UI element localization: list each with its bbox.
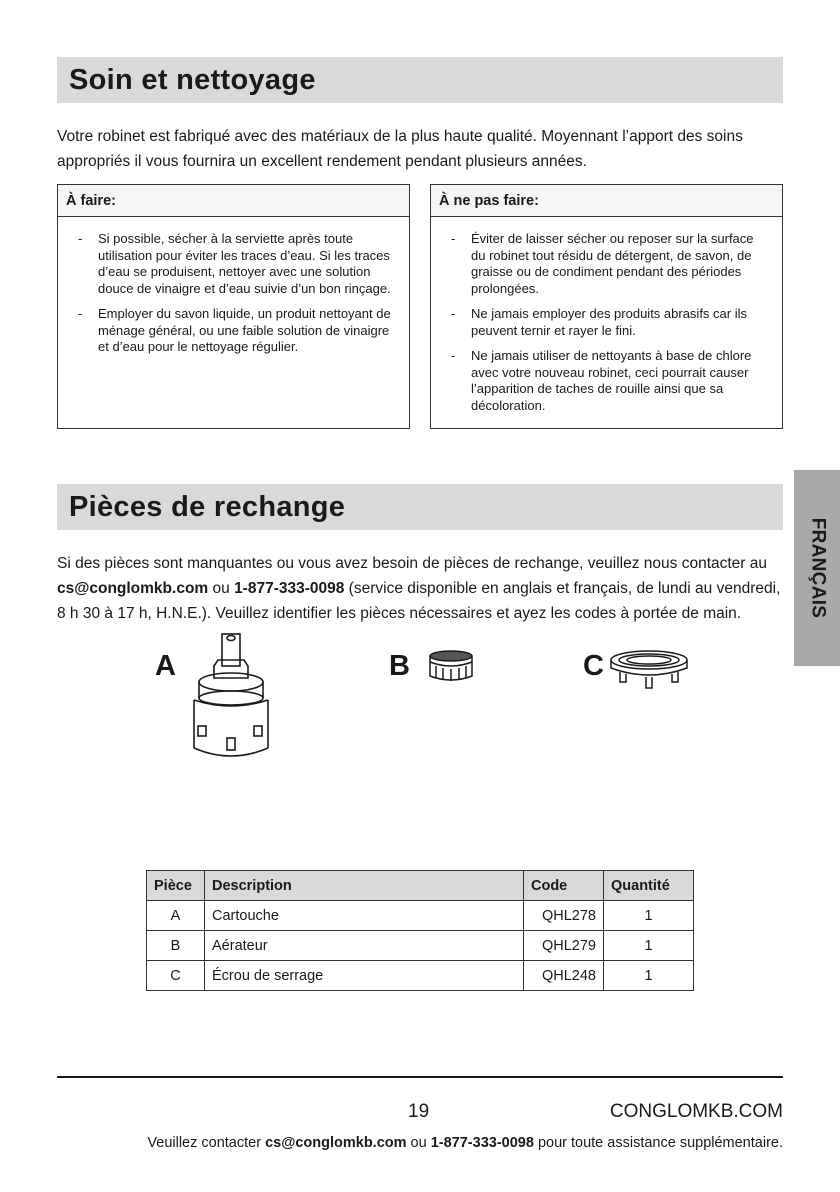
dont-item-text: Ne jamais utiliser de nettoyants à base de chlore avec votre nouveau robinet, ceci pourrait causer l’apparition de taches de rouille ainsi que sa décoloration. <box>471 348 752 413</box>
do-list <box>58 217 409 356</box>
or-text: ou <box>406 1135 431 1151</box>
do-item-text: Si possible, sécher à la serviette après toute utilisation pour éviter les traces d’eau. Si les traces d’eau se produisent, nettoyer avec une solution douce de vinaigre et d’eau suivie d’un bon rinçage. <box>98 231 391 296</box>
cartridge-illustration <box>188 630 278 770</box>
col-header-code: Code <box>524 871 604 901</box>
footer-website-link[interactable]: CONGLOMKB.COM <box>609 1101 783 1122</box>
cell-code: QHL278 <box>524 901 604 931</box>
dont-item-text: Ne jamais employer des produits abrasifs car ils peuvent ternir et rayer le fini. <box>471 306 747 338</box>
dont-item-text: Éviter de laisser sécher ou reposer sur la surface du robinet tout résidu de détergent, de savon, de graisse ou de condiment pendant des périodes prolongées. <box>471 231 754 296</box>
footer-divider <box>57 1076 783 1078</box>
dont-list <box>431 217 782 414</box>
cell-description: Cartouche <box>205 901 524 931</box>
footer-contact-text: Veuillez contacter <box>147 1135 266 1151</box>
cell-piece: B <box>147 931 205 961</box>
language-side-tab <box>794 470 840 666</box>
footer-contact-text-end: pour toute assistance supplémentaire. <box>533 1135 783 1151</box>
dash: - <box>78 306 83 321</box>
cell-description: Aérateur <box>205 931 524 961</box>
table-header-row <box>147 871 694 901</box>
parts-intro <box>57 551 785 626</box>
do-item <box>78 231 395 297</box>
table-row <box>147 931 694 961</box>
cell-quantity: 1 <box>604 901 694 931</box>
do-item <box>78 306 395 356</box>
page-number: 19 <box>408 1101 430 1122</box>
col-header-description: Description <box>205 871 524 901</box>
parts-section-header <box>57 484 783 530</box>
cell-code: QHL279 <box>524 931 604 961</box>
dont-box <box>430 184 783 429</box>
contact-phone: 1-877-333-0098 <box>234 580 345 597</box>
table-row <box>147 961 694 991</box>
cell-quantity: 1 <box>604 931 694 961</box>
table-row <box>147 901 694 931</box>
or-text: ou <box>208 580 235 597</box>
locking-nut-illustration <box>606 648 692 692</box>
care-section-title: Soin et nettoyage <box>69 63 316 96</box>
dash: - <box>451 348 456 363</box>
part-label-b: B <box>389 650 410 682</box>
parts-intro-text: Si des pièces sont manquantes ou vous avez besoin de pièces de rechange, veuillez nous contacter au <box>57 555 768 572</box>
care-intro: Votre robinet est fabriqué avec des matériaux de la plus haute qualité. Moyennant l’apport des soins appropriés il vous fournira un excellent rendement pendant plusieurs années. <box>57 128 743 170</box>
dash: - <box>78 231 83 246</box>
dont-box-header: À ne pas faire: <box>431 185 782 217</box>
parts-table <box>146 870 694 991</box>
col-header-quantity: Quantité <box>604 871 694 901</box>
part-label-c: C <box>583 650 604 682</box>
aerator-illustration <box>425 648 477 684</box>
cell-description: Écrou de serrage <box>205 961 524 991</box>
parts-section-title: Pièces de rechange <box>69 490 346 523</box>
col-header-piece: Pièce <box>147 871 205 901</box>
dont-item <box>451 306 768 339</box>
care-section-header <box>57 57 783 103</box>
do-box <box>57 184 410 429</box>
language-label: FRANÇAIS <box>807 517 829 619</box>
footer-email-link[interactable]: cs@conglomkb.com <box>265 1135 407 1151</box>
dash: - <box>451 231 456 246</box>
do-item-text: Employer du savon liquide, un produit nettoyant de ménage général, ou une faible solution de vinaigre et d’eau pour le nettoyage régulier. <box>98 306 391 354</box>
cell-code: QHL248 <box>524 961 604 991</box>
footer-contact <box>147 1135 783 1151</box>
dont-item <box>451 348 768 414</box>
cell-quantity: 1 <box>604 961 694 991</box>
contact-email-link[interactable]: cs@conglomkb.com <box>57 580 209 597</box>
do-box-header: À faire: <box>58 185 409 217</box>
dont-item <box>451 231 768 297</box>
part-label-a: A <box>155 650 176 682</box>
dash: - <box>451 306 456 321</box>
footer-phone: 1-877-333-0098 <box>430 1135 534 1151</box>
parts-intro-text-end: (service disponible en anglais et français, de lundi au vendredi, 8 h 30 à 17 h, H.N.E.). Veuillez identifier les pièces nécessaires et ayez les codes à portée de main. <box>57 580 781 622</box>
cell-piece: C <box>147 961 205 991</box>
cell-piece: A <box>147 901 205 931</box>
